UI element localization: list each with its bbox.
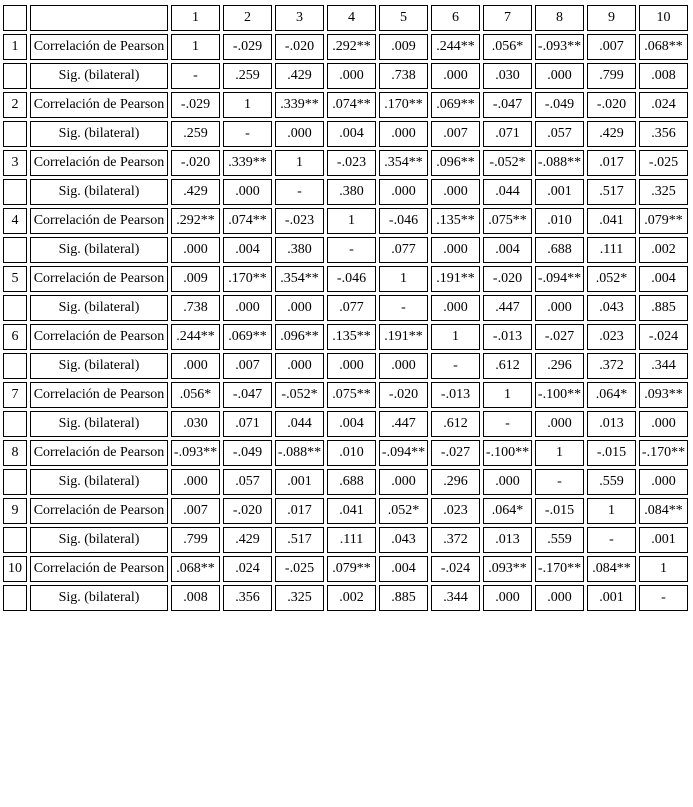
column-header: 10 — [639, 5, 688, 31]
pearson-row — [3, 498, 688, 524]
pearson-row — [3, 92, 688, 118]
variable-number: 1 — [3, 34, 27, 60]
sig-value-cell: .077 — [327, 295, 376, 321]
pearson-row-label: Correlación de Pearson — [30, 208, 168, 234]
sig-value-cell: .001 — [639, 527, 688, 553]
pearson-row-label: Correlación de Pearson — [30, 150, 168, 176]
pearson-row-label: Correlación de Pearson — [30, 382, 168, 408]
variable-number: 3 — [3, 150, 27, 176]
pearson-value-cell: .007 — [587, 34, 636, 60]
document-page — [0, 2, 693, 614]
pearson-value-cell: -.024 — [639, 324, 688, 350]
sig-value-cell: .688 — [535, 237, 584, 263]
pearson-value-cell: -.170** — [535, 556, 584, 582]
pearson-row — [3, 440, 688, 466]
sig-value-cell: .885 — [379, 585, 428, 611]
sig-value-cell: .000 — [431, 179, 480, 205]
sig-value-cell: .000 — [379, 179, 428, 205]
sig-value-cell: .738 — [171, 295, 220, 321]
sig-value-cell: .429 — [223, 527, 272, 553]
sig-row — [3, 295, 688, 321]
sig-value-cell: .077 — [379, 237, 428, 263]
sig-value-cell: - — [483, 411, 532, 437]
pearson-value-cell: .292** — [171, 208, 220, 234]
pearson-value-cell: -.027 — [431, 440, 480, 466]
sig-value-cell: .325 — [639, 179, 688, 205]
sig-value-cell: .000 — [379, 469, 428, 495]
pearson-value-cell: .339** — [275, 92, 324, 118]
column-header: 5 — [379, 5, 428, 31]
sig-value-cell: .030 — [483, 63, 532, 89]
header-row — [3, 5, 688, 31]
pearson-value-cell: .093** — [639, 382, 688, 408]
correlation-table — [0, 2, 691, 614]
pearson-value-cell: 1 — [483, 382, 532, 408]
sig-row — [3, 237, 688, 263]
pearson-value-cell: -.013 — [483, 324, 532, 350]
sig-value-cell: .071 — [223, 411, 272, 437]
pearson-value-cell: -.020 — [587, 92, 636, 118]
sig-row — [3, 63, 688, 89]
pearson-value-cell: -.093** — [171, 440, 220, 466]
sig-value-cell: - — [223, 121, 272, 147]
pearson-row-label: Correlación de Pearson — [30, 556, 168, 582]
sig-value-cell: .002 — [327, 585, 376, 611]
variable-number-blank — [3, 527, 27, 553]
pearson-value-cell: .084** — [639, 498, 688, 524]
sig-value-cell: .738 — [379, 63, 428, 89]
pearson-value-cell: .017 — [275, 498, 324, 524]
sig-row-label: Sig. (bilateral) — [30, 585, 168, 611]
pearson-row — [3, 324, 688, 350]
sig-value-cell: .429 — [171, 179, 220, 205]
pearson-row-label: Correlación de Pearson — [30, 324, 168, 350]
sig-value-cell: .000 — [275, 295, 324, 321]
variable-number: 2 — [3, 92, 27, 118]
pearson-value-cell: 1 — [275, 150, 324, 176]
pearson-value-cell: .041 — [587, 208, 636, 234]
pearson-value-cell: .075** — [327, 382, 376, 408]
pearson-value-cell: .009 — [379, 34, 428, 60]
pearson-value-cell: 1 — [223, 92, 272, 118]
sig-value-cell: - — [535, 469, 584, 495]
pearson-value-cell: .074** — [327, 92, 376, 118]
sig-value-cell: .296 — [431, 469, 480, 495]
column-header: 7 — [483, 5, 532, 31]
sig-value-cell: .071 — [483, 121, 532, 147]
sig-row-label: Sig. (bilateral) — [30, 295, 168, 321]
sig-row-label: Sig. (bilateral) — [30, 179, 168, 205]
variable-number-blank — [3, 585, 27, 611]
sig-value-cell: .000 — [275, 121, 324, 147]
pearson-value-cell: -.049 — [535, 92, 584, 118]
pearson-value-cell: .339** — [223, 150, 272, 176]
variable-number-blank — [3, 121, 27, 147]
pearson-value-cell: .135** — [431, 208, 480, 234]
column-header: 9 — [587, 5, 636, 31]
column-header: 1 — [171, 5, 220, 31]
pearson-value-cell: .292** — [327, 34, 376, 60]
sig-value-cell: .043 — [587, 295, 636, 321]
sig-row-label: Sig. (bilateral) — [30, 411, 168, 437]
pearson-value-cell: .004 — [379, 556, 428, 582]
pearson-value-cell: .079** — [639, 208, 688, 234]
sig-value-cell: .000 — [431, 63, 480, 89]
sig-value-cell: .004 — [327, 411, 376, 437]
pearson-value-cell: -.020 — [171, 150, 220, 176]
sig-value-cell: .044 — [483, 179, 532, 205]
sig-value-cell: .380 — [327, 179, 376, 205]
pearson-value-cell: -.013 — [431, 382, 480, 408]
sig-value-cell: .000 — [535, 63, 584, 89]
sig-value-cell: .000 — [639, 411, 688, 437]
sig-row — [3, 527, 688, 553]
pearson-value-cell: .064* — [483, 498, 532, 524]
column-header: 3 — [275, 5, 324, 31]
sig-value-cell: .344 — [639, 353, 688, 379]
sig-value-cell: .004 — [327, 121, 376, 147]
pearson-value-cell: -.046 — [327, 266, 376, 292]
pearson-value-cell: -.029 — [223, 34, 272, 60]
sig-value-cell: .372 — [431, 527, 480, 553]
variable-number: 10 — [3, 556, 27, 582]
sig-row — [3, 469, 688, 495]
pearson-row — [3, 208, 688, 234]
sig-row-label: Sig. (bilateral) — [30, 353, 168, 379]
sig-value-cell: .325 — [275, 585, 324, 611]
variable-number: 9 — [3, 498, 27, 524]
sig-value-cell: .000 — [379, 121, 428, 147]
sig-value-cell: .799 — [587, 63, 636, 89]
pearson-value-cell: .004 — [639, 266, 688, 292]
sig-value-cell: .688 — [327, 469, 376, 495]
pearson-value-cell: -.020 — [223, 498, 272, 524]
pearson-row-label: Correlación de Pearson — [30, 266, 168, 292]
pearson-value-cell: 1 — [535, 440, 584, 466]
pearson-value-cell: .354** — [275, 266, 324, 292]
sig-value-cell: .000 — [431, 295, 480, 321]
sig-value-cell: .008 — [639, 63, 688, 89]
sig-value-cell: .007 — [431, 121, 480, 147]
pearson-value-cell: -.100** — [535, 382, 584, 408]
sig-value-cell: .344 — [431, 585, 480, 611]
pearson-value-cell: .056* — [171, 382, 220, 408]
pearson-value-cell: .075** — [483, 208, 532, 234]
sig-value-cell: .000 — [327, 353, 376, 379]
pearson-value-cell: .068** — [639, 34, 688, 60]
sig-value-cell: .356 — [639, 121, 688, 147]
pearson-value-cell: .069** — [431, 92, 480, 118]
sig-row-label: Sig. (bilateral) — [30, 237, 168, 263]
column-header: 4 — [327, 5, 376, 31]
pearson-value-cell: .052* — [379, 498, 428, 524]
column-header: 6 — [431, 5, 480, 31]
pearson-value-cell: -.170** — [639, 440, 688, 466]
sig-value-cell: .043 — [379, 527, 428, 553]
sig-value-cell: - — [431, 353, 480, 379]
sig-value-cell: .517 — [587, 179, 636, 205]
sig-value-cell: .001 — [275, 469, 324, 495]
pearson-value-cell: -.052* — [275, 382, 324, 408]
pearson-value-cell: .041 — [327, 498, 376, 524]
pearson-value-cell: -.047 — [483, 92, 532, 118]
pearson-value-cell: 1 — [327, 208, 376, 234]
sig-value-cell: .111 — [587, 237, 636, 263]
pearson-value-cell: .074** — [223, 208, 272, 234]
sig-value-cell: .000 — [171, 353, 220, 379]
variable-number: 4 — [3, 208, 27, 234]
pearson-value-cell: .096** — [275, 324, 324, 350]
pearson-value-cell: .093** — [483, 556, 532, 582]
pearson-value-cell: .170** — [379, 92, 428, 118]
sig-value-cell: .004 — [483, 237, 532, 263]
sig-value-cell: .000 — [171, 469, 220, 495]
pearson-row-label: Correlación de Pearson — [30, 34, 168, 60]
variable-number-blank — [3, 469, 27, 495]
sig-value-cell: .885 — [639, 295, 688, 321]
variable-number: 8 — [3, 440, 27, 466]
pearson-value-cell: .135** — [327, 324, 376, 350]
sig-row — [3, 353, 688, 379]
pearson-value-cell: 1 — [639, 556, 688, 582]
variable-number-blank — [3, 63, 27, 89]
sig-value-cell: - — [639, 585, 688, 611]
sig-value-cell: - — [275, 179, 324, 205]
sig-value-cell: - — [327, 237, 376, 263]
pearson-value-cell: -.023 — [327, 150, 376, 176]
variable-number-blank — [3, 411, 27, 437]
sig-row — [3, 411, 688, 437]
pearson-value-cell: -.049 — [223, 440, 272, 466]
pearson-value-cell: .024 — [639, 92, 688, 118]
pearson-row — [3, 382, 688, 408]
pearson-value-cell: .191** — [379, 324, 428, 350]
sig-value-cell: .000 — [535, 411, 584, 437]
pearson-value-cell: -.024 — [431, 556, 480, 582]
sig-value-cell: .002 — [639, 237, 688, 263]
sig-value-cell: - — [171, 63, 220, 89]
variable-number-blank — [3, 295, 27, 321]
sig-value-cell: .013 — [483, 527, 532, 553]
correlation-table-body — [3, 5, 688, 611]
pearson-value-cell: -.088** — [275, 440, 324, 466]
sig-value-cell: .000 — [223, 179, 272, 205]
sig-value-cell: .000 — [327, 63, 376, 89]
pearson-row-label: Correlación de Pearson — [30, 92, 168, 118]
sig-value-cell: .001 — [587, 585, 636, 611]
pearson-row — [3, 34, 688, 60]
sig-value-cell: .559 — [587, 469, 636, 495]
sig-value-cell: - — [587, 527, 636, 553]
sig-value-cell: .559 — [535, 527, 584, 553]
pearson-value-cell: -.047 — [223, 382, 272, 408]
pearson-value-cell: .056* — [483, 34, 532, 60]
pearson-value-cell: .079** — [327, 556, 376, 582]
sig-value-cell: .001 — [535, 179, 584, 205]
corner-cell-index — [3, 5, 27, 31]
pearson-value-cell: .024 — [223, 556, 272, 582]
pearson-row-label: Correlación de Pearson — [30, 498, 168, 524]
sig-value-cell: .259 — [171, 121, 220, 147]
variable-number: 5 — [3, 266, 27, 292]
pearson-value-cell: -.093** — [535, 34, 584, 60]
variable-number-blank — [3, 237, 27, 263]
pearson-value-cell: .069** — [223, 324, 272, 350]
pearson-value-cell: -.100** — [483, 440, 532, 466]
pearson-value-cell: -.015 — [587, 440, 636, 466]
pearson-value-cell: .354** — [379, 150, 428, 176]
sig-value-cell: .057 — [223, 469, 272, 495]
sig-value-cell: - — [379, 295, 428, 321]
pearson-value-cell: 1 — [171, 34, 220, 60]
sig-row — [3, 121, 688, 147]
sig-value-cell: .030 — [171, 411, 220, 437]
pearson-value-cell: -.025 — [639, 150, 688, 176]
pearson-value-cell: -.025 — [275, 556, 324, 582]
pearson-value-cell: -.046 — [379, 208, 428, 234]
sig-value-cell: .000 — [171, 237, 220, 263]
variable-number-blank — [3, 179, 27, 205]
pearson-value-cell: .244** — [431, 34, 480, 60]
sig-value-cell: .057 — [535, 121, 584, 147]
pearson-value-cell: -.052* — [483, 150, 532, 176]
variable-number: 7 — [3, 382, 27, 408]
sig-row-label: Sig. (bilateral) — [30, 527, 168, 553]
pearson-value-cell: .017 — [587, 150, 636, 176]
pearson-value-cell: -.029 — [171, 92, 220, 118]
sig-value-cell: .380 — [275, 237, 324, 263]
corner-cell-label — [30, 5, 168, 31]
sig-value-cell: .429 — [275, 63, 324, 89]
sig-value-cell: .000 — [483, 469, 532, 495]
pearson-value-cell: -.020 — [379, 382, 428, 408]
pearson-value-cell: .084** — [587, 556, 636, 582]
pearson-value-cell: .007 — [171, 498, 220, 524]
pearson-value-cell: .096** — [431, 150, 480, 176]
variable-number-blank — [3, 353, 27, 379]
sig-value-cell: .000 — [379, 353, 428, 379]
sig-value-cell: .007 — [223, 353, 272, 379]
sig-value-cell: .008 — [171, 585, 220, 611]
pearson-row — [3, 556, 688, 582]
pearson-value-cell: .068** — [171, 556, 220, 582]
column-header: 2 — [223, 5, 272, 31]
pearson-value-cell: -.088** — [535, 150, 584, 176]
pearson-value-cell: -.015 — [535, 498, 584, 524]
sig-value-cell: .259 — [223, 63, 272, 89]
sig-row-label: Sig. (bilateral) — [30, 63, 168, 89]
pearson-value-cell: .064* — [587, 382, 636, 408]
pearson-value-cell: -.027 — [535, 324, 584, 350]
sig-value-cell: .000 — [639, 469, 688, 495]
sig-value-cell: .000 — [431, 237, 480, 263]
sig-value-cell: .517 — [275, 527, 324, 553]
pearson-value-cell: -.020 — [275, 34, 324, 60]
sig-value-cell: .000 — [535, 295, 584, 321]
sig-value-cell: .000 — [483, 585, 532, 611]
pearson-value-cell: .010 — [327, 440, 376, 466]
pearson-value-cell: .244** — [171, 324, 220, 350]
sig-row — [3, 179, 688, 205]
sig-value-cell: .447 — [379, 411, 428, 437]
pearson-value-cell: 1 — [587, 498, 636, 524]
pearson-value-cell: -.094** — [379, 440, 428, 466]
pearson-value-cell: .170** — [223, 266, 272, 292]
sig-value-cell: .111 — [327, 527, 376, 553]
variable-number: 6 — [3, 324, 27, 350]
pearson-value-cell: 1 — [379, 266, 428, 292]
sig-value-cell: .004 — [223, 237, 272, 263]
sig-value-cell: .000 — [275, 353, 324, 379]
sig-value-cell: .000 — [223, 295, 272, 321]
sig-value-cell: .612 — [483, 353, 532, 379]
pearson-value-cell: -.023 — [275, 208, 324, 234]
sig-value-cell: .372 — [587, 353, 636, 379]
pearson-row — [3, 266, 688, 292]
sig-value-cell: .000 — [535, 585, 584, 611]
sig-row-label: Sig. (bilateral) — [30, 469, 168, 495]
sig-value-cell: .447 — [483, 295, 532, 321]
pearson-row-label: Correlación de Pearson — [30, 440, 168, 466]
sig-value-cell: .429 — [587, 121, 636, 147]
pearson-value-cell: .023 — [587, 324, 636, 350]
pearson-row — [3, 150, 688, 176]
column-header: 8 — [535, 5, 584, 31]
pearson-value-cell: .023 — [431, 498, 480, 524]
pearson-value-cell: .010 — [535, 208, 584, 234]
sig-row — [3, 585, 688, 611]
sig-value-cell: .612 — [431, 411, 480, 437]
sig-value-cell: .296 — [535, 353, 584, 379]
sig-row-label: Sig. (bilateral) — [30, 121, 168, 147]
sig-value-cell: .799 — [171, 527, 220, 553]
sig-value-cell: .044 — [275, 411, 324, 437]
pearson-value-cell: -.094** — [535, 266, 584, 292]
sig-value-cell: .013 — [587, 411, 636, 437]
pearson-value-cell: 1 — [431, 324, 480, 350]
pearson-value-cell: -.020 — [483, 266, 532, 292]
pearson-value-cell: .191** — [431, 266, 480, 292]
sig-value-cell: .356 — [223, 585, 272, 611]
pearson-value-cell: .052* — [587, 266, 636, 292]
pearson-value-cell: .009 — [171, 266, 220, 292]
